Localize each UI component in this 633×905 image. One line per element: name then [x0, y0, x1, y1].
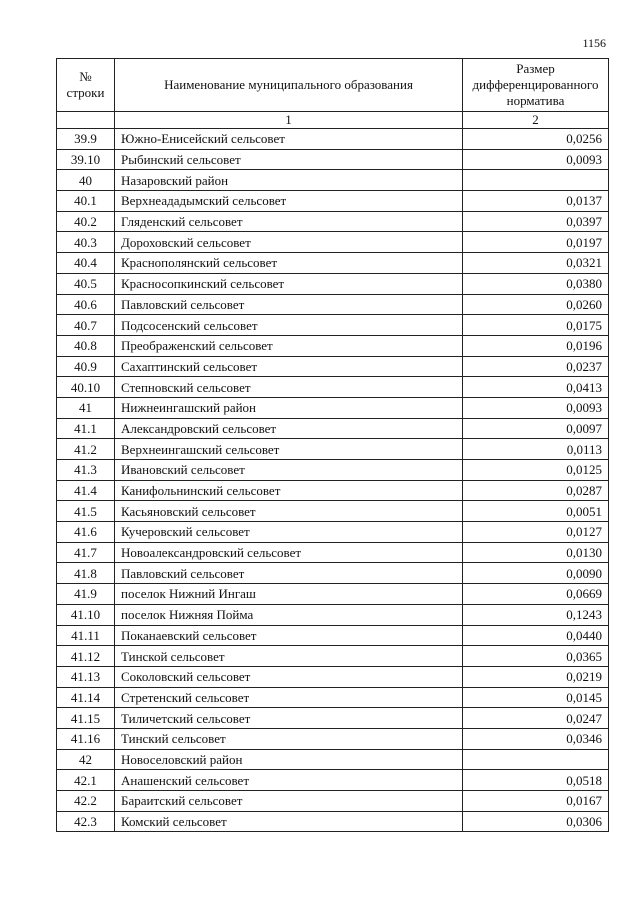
municipality-name-cell: Тиличетский сельсовет — [115, 708, 463, 729]
row-number-cell: 41 — [57, 397, 115, 418]
row-number-cell: 41.11 — [57, 625, 115, 646]
page-number: 1156 — [582, 36, 606, 50]
row-number-cell: 40.3 — [57, 232, 115, 253]
row-number-cell: 41.15 — [57, 708, 115, 729]
municipality-name-cell: Степновский сельсовет — [115, 377, 463, 398]
municipality-name-cell: Павловский сельсовет — [115, 563, 463, 584]
table-row — [57, 728, 609, 749]
row-number-cell: 41.8 — [57, 563, 115, 584]
row-number-cell: 40.5 — [57, 273, 115, 294]
normative-value-cell — [463, 170, 609, 191]
row-number-cell: 42.2 — [57, 791, 115, 812]
normative-value-cell: 0,0093 — [463, 397, 609, 418]
municipality-name-cell: Стретенский сельсовет — [115, 687, 463, 708]
municipality-name-cell: Гляденский сельсовет — [115, 211, 463, 232]
normative-value-cell: 0,0127 — [463, 522, 609, 543]
normative-value-cell: 0,0167 — [463, 791, 609, 812]
municipality-name-cell: Бараитский сельсовет — [115, 791, 463, 812]
table-row — [57, 666, 609, 687]
municipality-name-cell: поселок Нижняя Пойма — [115, 604, 463, 625]
municipality-name-cell: Дороховский сельсовет — [115, 232, 463, 253]
normative-value-cell: 0,0306 — [463, 811, 609, 832]
column-index-row — [57, 112, 609, 129]
normative-value-cell: 0,0260 — [463, 294, 609, 315]
row-number-cell: 40.9 — [57, 356, 115, 377]
column-index-0 — [57, 112, 115, 129]
table-row — [57, 149, 609, 170]
table-row — [57, 584, 609, 605]
table-row — [57, 232, 609, 253]
row-number-cell: 42 — [57, 749, 115, 770]
municipality-name-cell: Кучеровский сельсовет — [115, 522, 463, 543]
normative-value-cell: 0,0197 — [463, 232, 609, 253]
table-row — [57, 273, 609, 294]
row-number-cell: 40.8 — [57, 335, 115, 356]
row-number-cell: 41.13 — [57, 666, 115, 687]
normative-value-cell: 0,0380 — [463, 273, 609, 294]
normative-value-cell: 0,0413 — [463, 377, 609, 398]
normative-value-cell: 0,0440 — [463, 625, 609, 646]
row-number-cell: 42.1 — [57, 770, 115, 791]
table-row — [57, 749, 609, 770]
table-row — [57, 315, 609, 336]
row-number-cell: 41.2 — [57, 439, 115, 460]
table-row — [57, 625, 609, 646]
row-number-cell: 41.1 — [57, 418, 115, 439]
normative-value-cell: 0,1243 — [463, 604, 609, 625]
table-body — [57, 129, 609, 832]
row-number-cell: 41.5 — [57, 501, 115, 522]
normative-value-cell: 0,0130 — [463, 542, 609, 563]
row-number-cell: 42.3 — [57, 811, 115, 832]
municipality-name-cell: Преображенский сельсовет — [115, 335, 463, 356]
normative-value-cell: 0,0669 — [463, 584, 609, 605]
column-index-2: 2 — [463, 112, 609, 129]
municipality-name-cell: Комский сельсовет — [115, 811, 463, 832]
row-number-cell: 40 — [57, 170, 115, 191]
row-number-cell: 39.10 — [57, 149, 115, 170]
municipality-name-cell: Анашенский сельсовет — [115, 770, 463, 791]
municipality-name-cell: Верхнеададымский сельсовет — [115, 191, 463, 212]
table-row — [57, 646, 609, 667]
table-row — [57, 791, 609, 812]
normative-value-cell: 0,0256 — [463, 129, 609, 150]
normative-value-cell: 0,0518 — [463, 770, 609, 791]
normative-table — [56, 58, 609, 832]
normative-value-cell — [463, 749, 609, 770]
table-row — [57, 501, 609, 522]
normative-value-cell: 0,0237 — [463, 356, 609, 377]
table-row — [57, 418, 609, 439]
municipality-name-cell: Подсосенский сельсовет — [115, 315, 463, 336]
municipality-name-cell: Тинский сельсовет — [115, 728, 463, 749]
table-row — [57, 253, 609, 274]
municipality-name-cell: Нижнеингашский район — [115, 397, 463, 418]
row-number-cell: 41.14 — [57, 687, 115, 708]
normative-value-cell: 0,0196 — [463, 335, 609, 356]
table-row — [57, 191, 609, 212]
table-row — [57, 480, 609, 501]
normative-value-cell: 0,0051 — [463, 501, 609, 522]
row-number-cell: 40.7 — [57, 315, 115, 336]
row-number-cell: 41.16 — [57, 728, 115, 749]
municipality-name-cell: Канифольнинский сельсовет — [115, 480, 463, 501]
row-number-cell: 41.9 — [57, 584, 115, 605]
row-number-cell: 40.10 — [57, 377, 115, 398]
municipality-name-cell: Красносопкинский сельсовет — [115, 273, 463, 294]
row-number-cell: 40.2 — [57, 211, 115, 232]
municipality-name-cell: Южно-Енисейский сельсовет — [115, 129, 463, 150]
row-number-cell: 41.12 — [57, 646, 115, 667]
municipality-name-cell: поселок Нижний Ингаш — [115, 584, 463, 605]
normative-value-cell: 0,0125 — [463, 460, 609, 481]
row-number-cell: 41.4 — [57, 480, 115, 501]
normative-value-cell: 0,0219 — [463, 666, 609, 687]
table-row — [57, 129, 609, 150]
municipality-name-cell: Сахаптинский сельсовет — [115, 356, 463, 377]
municipality-name-cell: Новоалександровский сельсовет — [115, 542, 463, 563]
row-number-cell: 41.10 — [57, 604, 115, 625]
table-row — [57, 708, 609, 729]
row-number-cell: 40.4 — [57, 253, 115, 274]
row-number-cell: 41.7 — [57, 542, 115, 563]
table-row — [57, 377, 609, 398]
municipality-name-cell: Касьяновский сельсовет — [115, 501, 463, 522]
municipality-name-cell: Поканаевский сельсовет — [115, 625, 463, 646]
table-row — [57, 170, 609, 191]
normative-value-cell: 0,0097 — [463, 418, 609, 439]
normative-value-cell: 0,0090 — [463, 563, 609, 584]
table-row — [57, 356, 609, 377]
row-number-cell: 41.3 — [57, 460, 115, 481]
normative-value-cell: 0,0145 — [463, 687, 609, 708]
table-row — [57, 294, 609, 315]
municipality-name-cell: Назаровский район — [115, 170, 463, 191]
table-row — [57, 439, 609, 460]
normative-value-cell: 0,0321 — [463, 253, 609, 274]
table-row — [57, 211, 609, 232]
row-number-cell: 39.9 — [57, 129, 115, 150]
header-municipality-name: Наименование муниципального образования — [115, 59, 463, 112]
table-row — [57, 335, 609, 356]
municipality-name-cell: Краснополянский сельсовет — [115, 253, 463, 274]
row-number-cell: 40.1 — [57, 191, 115, 212]
table-header-row — [57, 59, 609, 112]
municipality-name-cell: Соколовский сельсовет — [115, 666, 463, 687]
normative-value-cell: 0,0365 — [463, 646, 609, 667]
table-row — [57, 542, 609, 563]
normative-value-cell: 0,0093 — [463, 149, 609, 170]
municipality-name-cell: Ивановский сельсовет — [115, 460, 463, 481]
municipality-name-cell: Верхнеингашский сельсовет — [115, 439, 463, 460]
table-row — [57, 811, 609, 832]
municipality-name-cell: Рыбинский сельсовет — [115, 149, 463, 170]
municipality-name-cell: Александровский сельсовет — [115, 418, 463, 439]
column-index-1: 1 — [115, 112, 463, 129]
normative-value-cell: 0,0346 — [463, 728, 609, 749]
header-row-number: № строки — [57, 59, 115, 112]
row-number-cell: 40.6 — [57, 294, 115, 315]
table-row — [57, 460, 609, 481]
normative-value-cell: 0,0175 — [463, 315, 609, 336]
table-row — [57, 770, 609, 791]
table-row — [57, 604, 609, 625]
municipality-name-cell: Тинской сельсовет — [115, 646, 463, 667]
header-normative-size: Размер дифференцированного норматива — [463, 59, 609, 112]
normative-value-cell: 0,0287 — [463, 480, 609, 501]
normative-value-cell: 0,0397 — [463, 211, 609, 232]
normative-value-cell: 0,0137 — [463, 191, 609, 212]
municipality-name-cell: Новоселовский район — [115, 749, 463, 770]
table-row — [57, 563, 609, 584]
row-number-cell: 41.6 — [57, 522, 115, 543]
table-row — [57, 522, 609, 543]
normative-value-cell: 0,0113 — [463, 439, 609, 460]
normative-value-cell: 0,0247 — [463, 708, 609, 729]
table-row — [57, 397, 609, 418]
table-row — [57, 687, 609, 708]
municipality-name-cell: Павловский сельсовет — [115, 294, 463, 315]
